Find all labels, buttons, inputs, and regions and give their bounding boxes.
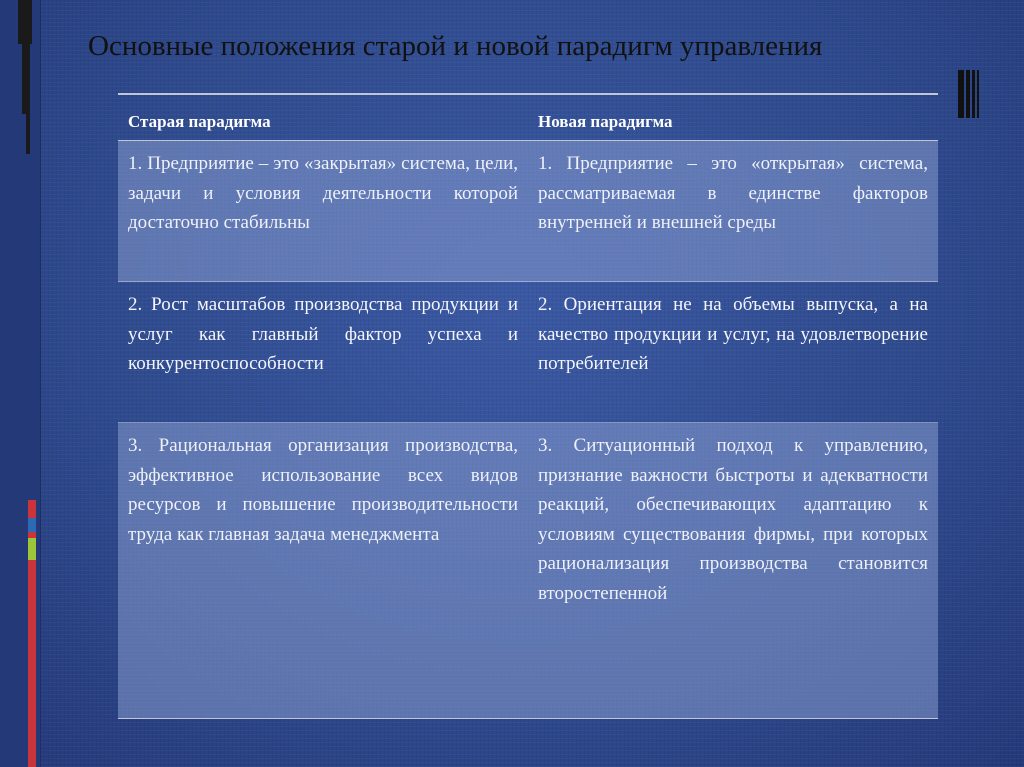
table-row bbox=[118, 282, 938, 423]
slide-title: Основные положения старой и новой парадигм управления bbox=[88, 30, 823, 62]
header-old-paradigm: Старая парадигма bbox=[128, 112, 271, 131]
cell-new: 2. Ориентация не на объемы выпуска, а на качество продукции и услуг, на удовлетворение потребителей bbox=[538, 294, 928, 374]
decorative-bar-top bbox=[18, 0, 32, 44]
cell-new: 1. Предприятие – это «открытая» система, рассматриваемая в единстве факторов внутренней и внешней среды bbox=[538, 153, 928, 233]
cell-new: 3. Ситуационный подход к управлению, признание важности быстроты и адекватности реакций, обеспечивающих адаптацию к условиям существования фирмы, при которых рационализация производства становится второстепенной bbox=[538, 435, 928, 604]
decorative-bar-top-2 bbox=[22, 44, 30, 114]
decorative-stripes-right bbox=[958, 70, 980, 118]
paradigm-table bbox=[118, 93, 938, 719]
table-row bbox=[118, 141, 938, 282]
cell-old: 3. Рациональная организация производства, эффективное использование всех видов ресурсов и повышение производительности труда как главная задача менеджмента bbox=[128, 435, 518, 545]
table-row bbox=[118, 423, 938, 719]
decorative-square-green bbox=[28, 538, 36, 560]
decorative-bar-top-3 bbox=[26, 114, 30, 154]
decorative-bar-red-lower bbox=[28, 566, 36, 767]
header-new-paradigm: Новая парадигма bbox=[538, 112, 673, 131]
cell-old: 2. Рост масштабов производства продукции и услуг как главный фактор успеха и конкурентоспособности bbox=[128, 294, 518, 374]
table-header-row bbox=[118, 95, 938, 141]
decorative-square-blue bbox=[28, 518, 36, 532]
cell-old: 1. Предприятие – это «закрытая» система, цели, задачи и условия деятельности которой достаточно стабильны bbox=[128, 153, 518, 233]
